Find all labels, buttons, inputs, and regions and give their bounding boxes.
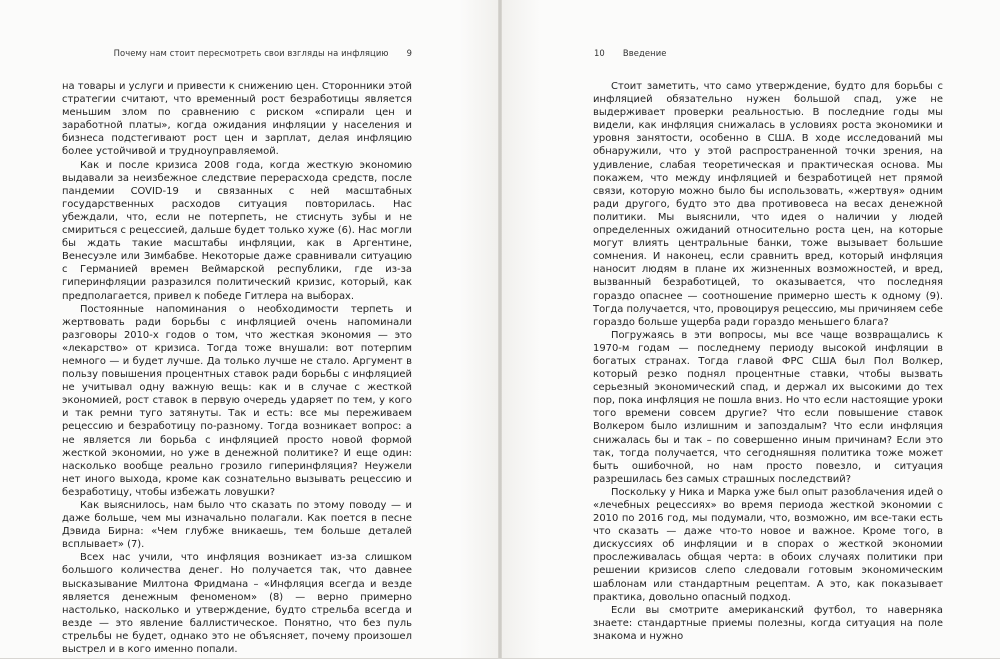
- paragraph: Стоит заметить, что само утверждение, будто для борьбы с инфляцией обязательно нужен большой спад, уже не выдерживает проверки реальностью. В последние годы мы видели, как инфляция снижалась в условиях роста экономики и уровня занятости, особенно в США. В ходе исследований мы обнаружили, что у этой распространенной точки зрения, на удивление, слабая теоретическая и практическая основа. Мы покажем, что между инфляцией и безработицей нет прямой связи, которую можно было бы использовать, «жертвуя» одним ради другого, будто это два противовеса на весах денежной политики. Мы выяснили, что идея о наличии у людей определенных ожиданий относительно роста цен, на которые могут влиять центральные банки, тоже вызывает большие сомнения. И наконец, если сравнить вред, который инфляция наносит людям в плане их жизненных возможностей, и вред, вызванный безработицей, то оказывается, что последняя гораздо опаснее — соотношение примерно шесть к одному (9). Тогда получается, что, провоцируя рецессию, мы причиняем себе гораздо больше ущерба ради гораздо меньшего блага?: [593, 81, 943, 328]
- left-page-number: 9: [406, 48, 412, 58]
- right-page-number: 10: [594, 48, 605, 58]
- paragraph: Если вы смотрите американский футбол, то наверняка знаете: стандартные приемы полезны, когда ситуация на поле знакома и нужно: [593, 604, 943, 642]
- left-header-title: Почему нам стоит пересмотреть свои взгляды на инфляцию: [113, 48, 389, 58]
- book-gutter: [498, 0, 502, 659]
- left-running-header: [114, 48, 412, 58]
- right-page: [500, 0, 1000, 659]
- right-body-text: [593, 80, 943, 643]
- right-header-title: Введение: [622, 48, 667, 58]
- right-running-header: [594, 48, 667, 58]
- paragraph: Как выяснилось, нам было что сказать по этому поводу — и даже больше, чем мы изначально полагали. Как поется в песне Дэвида Бирна: «Чем глубже вникаешь, тем больше деталей всплывает» (7).: [62, 500, 412, 551]
- paragraph: на товары и услуги и привести к снижению цен. Сторонники этой стратегии считают, что временный рост безработицы является меньшим злом по сравнению с риском «спирали цен и заработной платы», когда ожидания инфляции у населения и бизнеса подстегивают рост цен и зарплат, делая инфляцию более устойчивой и трудноуправляемой.: [62, 81, 412, 158]
- paragraph: Постоянные напоминания о необходимости терпеть и жертвовать ради борьбы с инфляцией очень напоминали разговоры 2010-х годов о том, что жесткая экономия — это «лекарство» от кризиса. Тогда тоже внушали: вот потерпим немного — и будет лучше. Да только лучше не стало. Аргумент в пользу повышения процентных ставок ради борьбы с инфляцией не учитывал одну важную вещь: как и в случае с жесткой экономией, рост ставок в первую очередь ударяет по тем, у кого и так ремни туго затянуты. Так и есть: все мы переживаем рецессию и безработицу по-разному. Тогда возникает вопрос: а не является ли борьба с инфляцией просто новой формой жесткой экономии, но уже в денежной политике? И еще один: насколько вообще реально грозило гиперинфляция? Неужели нет иного выхода, кроме как сознательно вызывать рецессию и безработицу, чтобы избежать ловушки?: [62, 303, 412, 498]
- paragraph: Как и после кризиса 2008 года, когда жесткую экономию выдавали за неизбежное следствие перерасхода средств, после пандемии COVID-19 и связанных с ней масштабных государственных расходов ситуация повторилась. Нас убеждали, что, если не потерпеть, не стиснуть зубы и не смириться с рецессией, дальше будет только хуже (6). Нас могли бы ждать такие масштабы инфляции, как в Аргентине, Венесуэле или Зимбабве. Некоторые даже сравнивали ситуацию с Германией времен Веймарской республики, где из-за гиперинфляции разразился политический кризис, который, как предполагается, привел к победе Гитлера на выборах.: [62, 159, 412, 302]
- left-body-text: [62, 80, 412, 656]
- paragraph: Поскольку у Ника и Марка уже был опыт разоблачения идей о «лечебных рецессиях» во время периода жесткой экономии с 2010 по 2016 год, мы подумали, что, возможно, им все-таки есть что сказать — даже что-то новое и важное. Кроме того, в дискуссиях об инфляции и в спорах о жесткой экономии прослеживалась общая черта: в обоих случаях политики при решении кризисов слепо следовали готовым экономическим шаблонам или стандартным рецептам. А это, как показывает практика, довольно опасный подход.: [593, 486, 943, 603]
- paragraph: Всех нас учили, что инфляция возникает из-за слишком большого количества денег. Но получается так, что давнее высказывание Милтона Фридмана – «Инфляция всегда и везде является денежным феноменом» (8) — верно примерно настолько, насколько и утверждение, будто стрельба всегда и везде — это явление баллистическое. Понятно, что без пуль стрельбы не будет, однако это не объясняет, почему произошел выстрел и в кого именно попали.: [62, 552, 412, 656]
- paragraph: Погружаясь в эти вопросы, мы все чаще возвращались к 1970-м годам — последнему периоду высокой инфляции в богатых странах. Тогда главой ФРС США был Пол Волкер, который резко поднял процентные ставки, чтобы вызвать серьезный экономический спад, и держал их высокими до тех пор, пока инфляция не пошла вниз. Но что если настоящие уроки того времени совсем другие? Что если повышение ставок Волкером было излишним и запоздалым? Что если инфляция снижалась бы и так – по совершенно иным причинам? Если это так, тогда получается, что сегодняшняя политика тоже может быть ошибочной, но нам просто повезло, и ситуация разрешилась без самых страшных последствий?: [593, 329, 943, 485]
